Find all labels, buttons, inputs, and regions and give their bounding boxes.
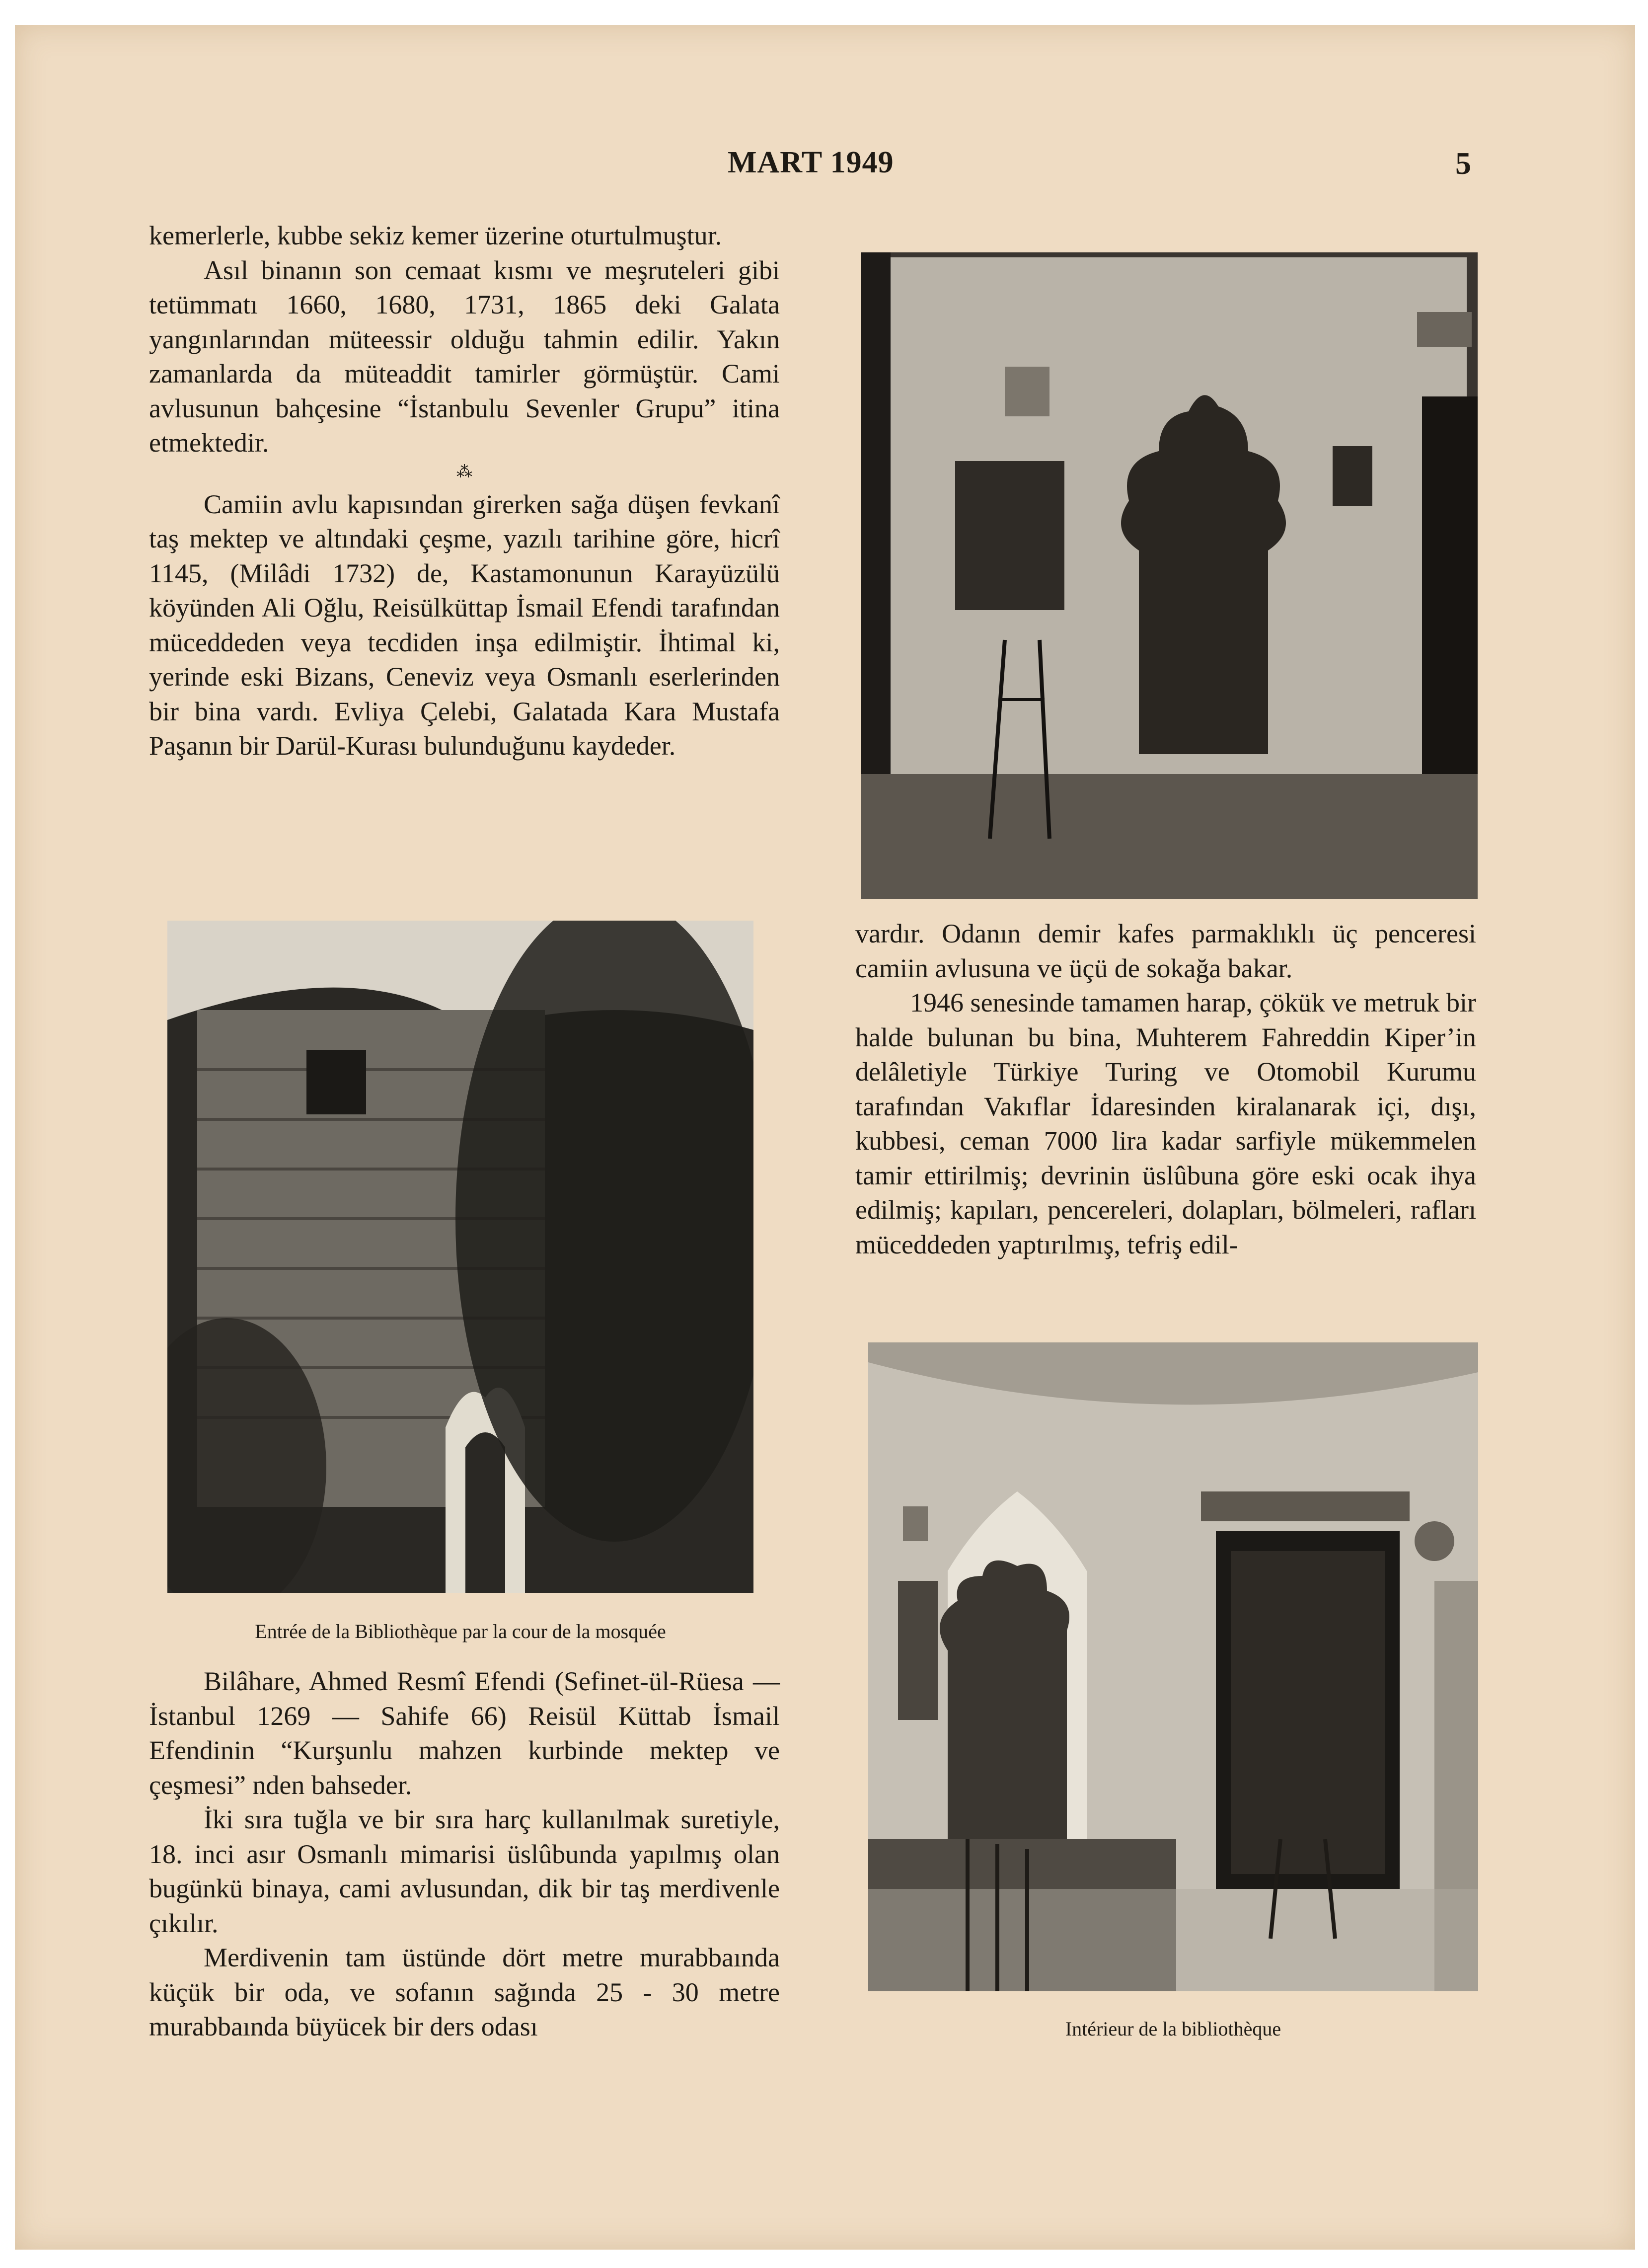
issue-date: MART 1949	[728, 146, 894, 179]
paragraph: Camiin avlu kapısından girerken sağa düşen fevkanî taş mektep ve altındaki çeşme, yazılı tarihine göre, hicrî 1145, (Milâdi 1732) de, Kastamonunun Karayüzülü köyünden Ali Oğlu, Reisülküttap İsmail Efendi tarafından müceddeden veya tecdiden inşa edilmiştir. İhtimal ki, yerinde eski Bizans, Ceneviz veya Osmanlı eserlerinden bir bina vardı. Evliya Çelebi, Galatada Kara Mustafa Paşanın bir Darül-Kurası bulunduğunu kaydeder.	[149, 489, 780, 761]
section-separator: ⁂	[456, 462, 472, 480]
figure-caption-entrance: Entrée de la Bibliothèque par la cour de la mosquée	[255, 1620, 666, 1642]
page-number: 5	[1455, 146, 1471, 181]
photo-library-interior-niche	[861, 252, 1478, 899]
paragraph: Merdivenin tam üstünde dört metre murabbaında küçük bir oda, ve sofanın sağında 25 - 30 metre murabbaında büyücek bir ders odası	[149, 1943, 780, 2041]
paragraph: kemerlerle, kubbe sekiz kemer üzerine oturtulmuştur.	[149, 221, 722, 250]
paragraph: vardır. Odanın demir kafes parmaklıklı üç penceresi camiin avlusuna ve üçü de sokağa bakar.	[855, 919, 1476, 983]
paragraph: Bilâhare, Ahmed Resmî Efendi (Sefinet-ül-Rüesa — İstanbul 1269 — Sahife 66) Reisül Küttab İsmail Efendinin “Kurşunlu mahzen kurbinde mektep ve çeşmesi” nden bahseder.	[149, 1666, 780, 1800]
right-column-text	[855, 917, 1476, 1262]
paragraph: 1946 senesinde tamamen harap, çökük ve metruk bir halde bulunan bu bina, Muhterem Fahreddin Kiper’in delâletiyle Türkiye Turing ve Otomobil Kurumu tarafından Vakıflar İdaresinden kiralanarak içi, dışı, kubbesi, ceman 7000 lira kadar sarfiyle mükemmelen tamir ettirilmiş; devrinin üslûbuna göre eski ocak ihya edilmiş; kapıları, pencereleri, dolapları, bölmeleri, rafları müceddeden yaptırılmış, tefriş edil-	[855, 988, 1476, 1259]
photo-library-entrance	[167, 921, 753, 1593]
left-column-bottom-text	[149, 1664, 780, 2044]
paragraph: Asıl binanın son cemaat kısmı ve meşruteleri gibi tetümmatı 1660, 1680, 1731, 1865 deki Galata yangınlarından müteessir olduğu tahmin edilir. Yakın zamanlarda da müteaddit tamirler görmüştür. Cami avlusunun bahçesine “İstanbulu Sevenler Grupu” itina etmektedir.	[149, 255, 780, 458]
left-column-top-text	[149, 219, 780, 764]
photo-library-interior-fireplace	[868, 1342, 1478, 1991]
paragraph: İki sıra tuğla ve bir sıra harç kullanılmak suretiyle, 18. inci asır Osmanlı mimarisi üslûbunda yapılmış olan bugünkü binaya, cami avlusundan, dik bir taş merdivenle çıkılır.	[149, 1804, 780, 1938]
figure-caption-interior: Intérieur de la bibliothèque	[1065, 2018, 1281, 2040]
